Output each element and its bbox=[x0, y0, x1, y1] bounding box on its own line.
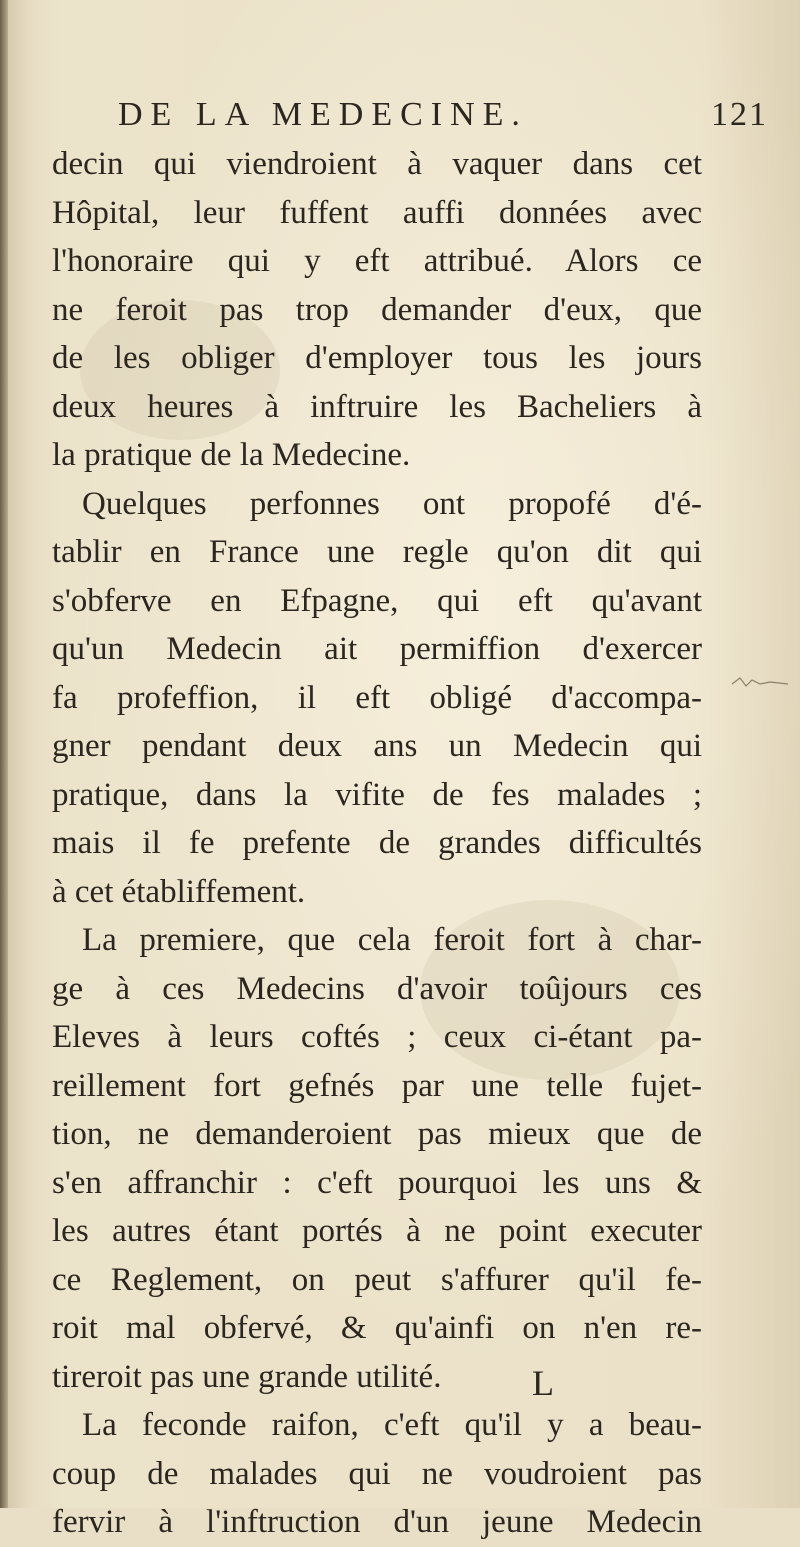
margin-scribble-icon bbox=[730, 672, 790, 692]
text-line: pratique, dans la vifite de fes malades ; bbox=[52, 776, 702, 813]
running-title: DE LA MEDECINE. bbox=[118, 96, 528, 133]
text-line: ne feroit pas trop demander d'eux, que bbox=[52, 291, 702, 328]
text-line: Quelques perfonnes ont propofé d'é- bbox=[82, 485, 702, 522]
text-line: La premiere, que cela feroit fort à char- bbox=[82, 922, 702, 958]
text-line: ge à ces Medecins d'avoir toûjours ces bbox=[52, 970, 702, 1007]
text-line: l'honoraire qui y eft attribué. Alors ce bbox=[52, 243, 702, 279]
text-line: deux heures à inftruire les Bacheliers à bbox=[52, 388, 702, 425]
text-line: qu'un Medecin ait permiffion d'exercer bbox=[52, 631, 702, 667]
page-header bbox=[118, 96, 768, 140]
text-line: fa profeffion, il eft obligé d'accompa- bbox=[52, 679, 702, 716]
body-text bbox=[52, 140, 702, 1547]
page-gutter bbox=[0, 0, 8, 1508]
text-line: fervir à l'inftruction d'un jeune Medecin bbox=[52, 1504, 702, 1540]
text-line: ce Reglement, on peut s'affurer qu'il fe- bbox=[52, 1261, 702, 1298]
text-line: mais il fe prefente de grandes difficultés bbox=[52, 825, 702, 861]
text-line: la pratique de la Medecine. bbox=[52, 437, 411, 473]
text-line: reillement fort gefnés par une telle fujet- bbox=[52, 1067, 702, 1104]
text-line: La feconde raifon, c'eft qu'il y a beau- bbox=[82, 1407, 702, 1443]
text-line: s'obferve en Efpagne, qui eft qu'avant bbox=[52, 582, 702, 619]
text-line: tireroit pas une grande utilité. bbox=[52, 1358, 442, 1395]
text-line: Hôpital, leur fuffent auffi données avec bbox=[52, 194, 702, 231]
text-line: decin qui viendroient à vaquer dans cet bbox=[52, 146, 702, 182]
text-line: Eleves à leurs coftés ; ceux ci-étant pa- bbox=[52, 1019, 702, 1055]
page-number: 121 bbox=[711, 96, 768, 133]
text-line: gner pendant deux ans un Medecin qui bbox=[52, 728, 702, 764]
text-line: de les obliger d'employer tous les jours bbox=[52, 340, 702, 376]
text-line: coup de malades qui ne voudroient pas bbox=[52, 1455, 702, 1492]
text-line: les autres étant portés à ne point executer bbox=[52, 1213, 702, 1249]
text-line: tion, ne demanderoient pas mieux que de bbox=[52, 1116, 702, 1152]
text-line: s'en affranchir : c'eft pourquoi les uns & bbox=[52, 1164, 702, 1201]
text-line: roit mal obfervé, & qu'ainfi on n'en re- bbox=[52, 1310, 702, 1346]
text-line: tablir en France une regle qu'on dit qui bbox=[52, 534, 702, 570]
text-line: à cet établiffement. bbox=[52, 873, 306, 910]
signature-mark: L bbox=[532, 1363, 554, 1403]
